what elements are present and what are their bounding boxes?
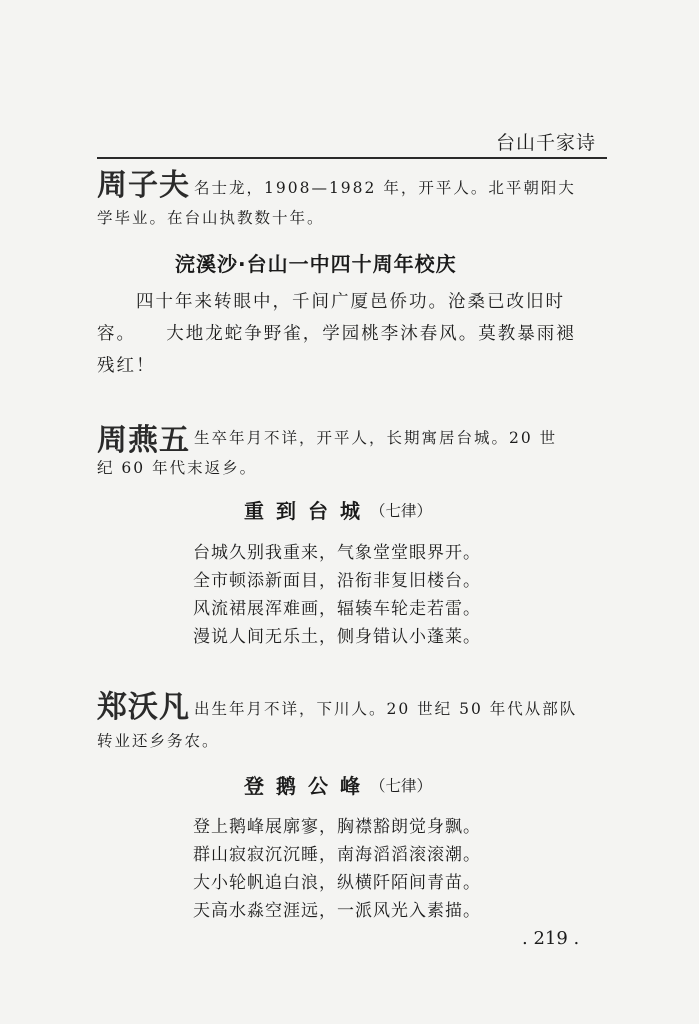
poem-line: 风流裙展浑难画，辐辏车轮走若雷。 [193,599,481,619]
poem-title: 重到台城 [244,499,372,523]
poet-name: 郑沃凡 [97,690,190,725]
header-rule [97,157,607,159]
poet-name: 周子夫 [97,168,190,203]
poem-line: 四十年来转眼中，千间广厦邑侨功。沧桑已改旧时 [136,292,565,312]
poet-bio-line: 学毕业。在台山执教数十年。 [97,209,325,227]
running-head: 台山千家诗 [496,132,597,154]
poet-bio-line: 转业还乡务农。 [97,732,220,750]
poem-line: 全市顿添新面目，沿衔非复旧楼台。 [193,571,481,591]
poem-line: 容。 大地龙蛇争野雀，学园桃李沐春风。莫教暴雨褪 [97,324,576,344]
poem-line: 残红！ [97,356,156,376]
poem-form-note: （七律） [370,502,433,520]
poem-title: 登鹅公峰 [244,774,372,798]
poem-line: 群山寂寂沉沉睡，南海滔滔滚滚潮。 [193,845,481,865]
poet-bio-line: 名士龙，1908—1982 年，开平人。北平朝阳大 [194,179,576,197]
poem-line: 台城久别我重来，气象堂堂眼界开。 [193,543,481,563]
poem-title: 浣溪沙·台山一中四十周年校庆 [175,252,457,276]
poem-form-note: （七律） [370,777,433,795]
poem-line: 漫说人间无乐土，侧身错认小蓬莱。 [193,627,481,647]
poet-bio-line: 纪 60 年代末返乡。 [97,459,258,477]
poem-line: 天高水淼空涯远，一派风光入素描。 [193,901,481,921]
poem-line: 登上鹅峰展廓寥，胸襟豁朗觉身飘。 [193,817,481,837]
page-number: . 219 . [522,928,580,949]
poet-bio-line: 出生年月不详，下川人。20 世纪 50 年代从部队 [194,700,578,718]
poet-bio-line: 生卒年月不详，开平人，长期寓居台城。20 世 [194,429,558,447]
poem-line: 大小轮帆追白浪，纵横阡陌间青苗。 [193,873,481,893]
poet-name: 周燕五 [97,423,190,458]
